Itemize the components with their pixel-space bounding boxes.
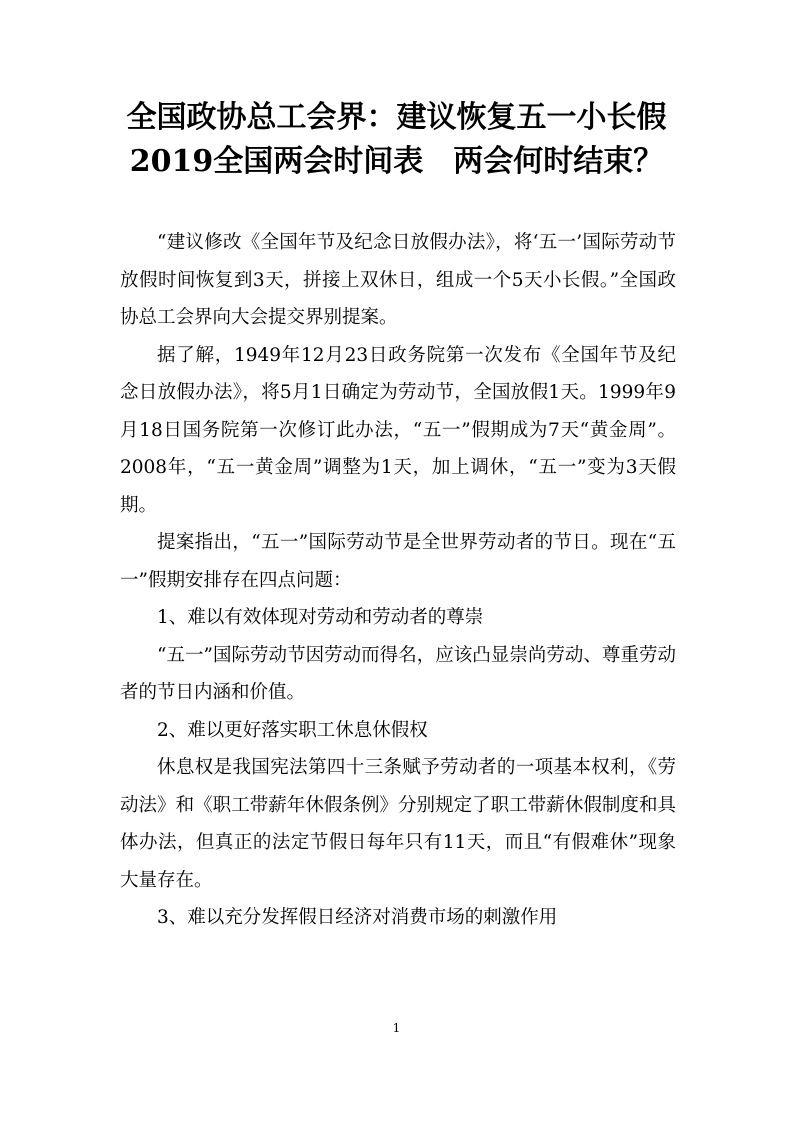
document-body: [120, 224, 676, 937]
section-heading: 1、难以有效体现对劳动和劳动者的尊崇: [157, 607, 484, 628]
paragraph: “建议修改《全国年节及纪念日放假办法》，将‘五一’国际劳动节放假时间恢复到3天，拼接上双休日，组成一个5天小长假。”全国政协总工会界向大会提交界别提案。: [120, 232, 676, 328]
section-heading: 2、难以更好落实职工休息休假权: [157, 719, 428, 741]
section-heading: 3、难以充分发挥假日经济对消费市场的刺激作用: [157, 907, 558, 928]
page-number: 1: [392, 1021, 401, 1035]
paragraph: 据了解，1949年12月23日政务院第一次发布《全国年节及纪念日放假办法》，将5月1日确定为劳动节，全国放假1天。1999年9月18日国务院第一次修订此办法，“五一”假期成为7天“黄金周”。2008年，“五一黄金周”调整为1天，加上调休，“五一”变为3天假期。: [120, 344, 676, 516]
paragraph: 提案指出，“五一”国际劳动节是全世界劳动者的节日。现在“五一”假期安排存在四点问题：: [120, 532, 676, 591]
title-line-1: 全国政协总工会界：建议恢复五一小长假: [126, 100, 667, 135]
title-line-2: 2019全国两会时间表 两会何时结束？: [129, 144, 664, 179]
paragraph: “五一”国际劳动节因劳动而得名，应该凸显崇尚劳动、尊重劳动者的节日内涵和价值。: [120, 644, 676, 703]
paragraph: 休息权是我国宪法第四十三条赋予劳动者的一项基本权利，《劳动法》和《职工带薪年休假条例》分别规定了职工带薪休假制度和具体办法，但真正的法定节假日每年只有11天，而且“有假难休”现象大量存在。: [120, 757, 676, 891]
